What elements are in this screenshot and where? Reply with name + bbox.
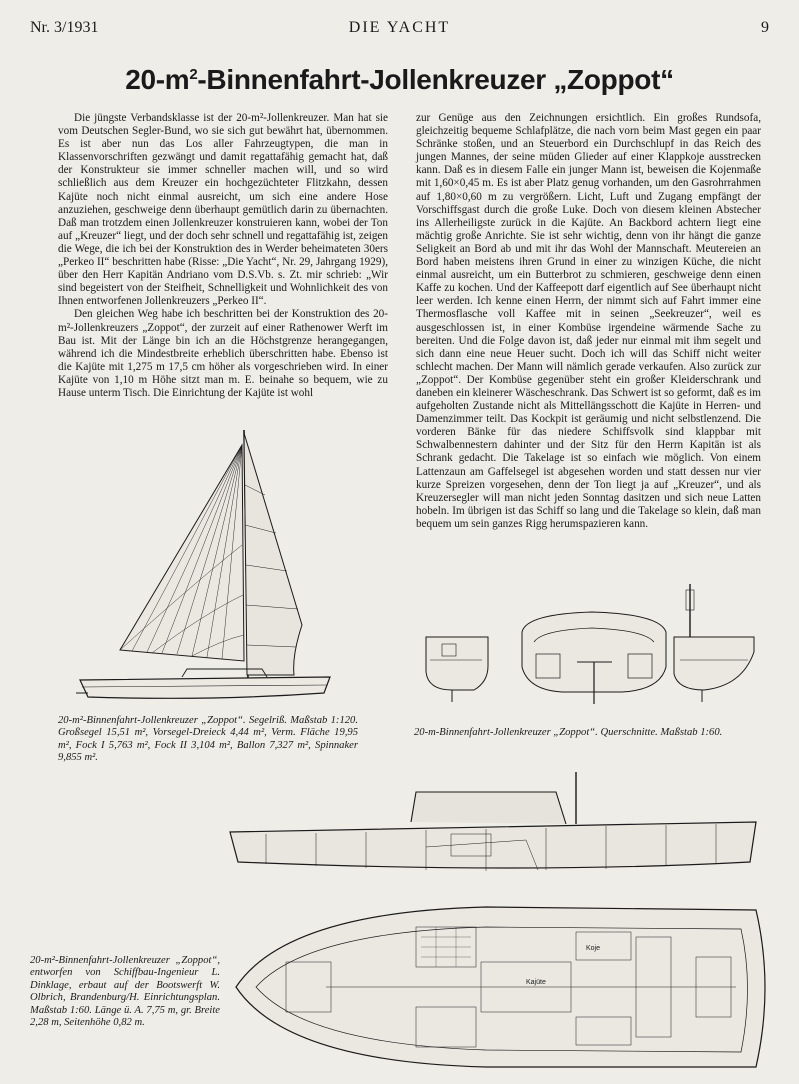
- interior-plan-caption: 20-m²-Binnenfahrt-Jollenkreuzer „Zoppot“, entworfen von Schiffbau-Ingenieur L. Dinklage, erbaut auf der Bootswerft W. Olbrich, Brandenburg/H. Einrichtungsplan. Maßstab 1:60. Länge ü. A. 7,75 m, gr. Breite 2,28 m, Seitenhöhe 0,82 m.: [30, 955, 220, 1029]
- right-column: [416, 112, 761, 531]
- plan-label-koje: Koje: [586, 945, 601, 952]
- running-header: [30, 19, 769, 39]
- cross-sections-drawing: [422, 582, 762, 712]
- magazine-name: DIE YACHT: [348, 19, 451, 36]
- paragraph: zur Genüge aus den Zeichnungen ersichtlich. Ein großes Rundsofa, gleichzeitig bequeme Schlafplätze, die nach vorn beim Mast gegen ein paar Schränke stoßen, und an Steuerbord ein Durchschlupf in das Reich des jungen Mannes, der seine müden Glieder auf einer Klappkoje ausstrecken kann. Daß es in diesem Falle ein junger Mann ist, beweisen die Kojenmaße mit 1,60×0,45 m. Es ist aber Platz genug vorhanden, um den Gasrohrrahmen auf 1,80×0,60 m zu vergrößern. Licht, Luft und Zugang empfängt der Vorschiffsgast durch die große Luke. Doch von diesem kleinen Abstecher ins Allerheiligste zurück in die Kajüte. An Backbord achtern liegt eine mächtig große Anrichte. Sie ist sehr wichtig, denn von ihr hängt die ganze Seligkeit an Bord ab und mit ihr das Wohl der Mannschaft. Meutereien an Bord haben meistens ihren Grund in einer zu winzigen Küche, die nicht einmal ausreicht, um ein Butterbrot zu schmieren, geschweige denn einen Kaffe zu kochen. Und der Kaffeepott darf eigentlich auf See überhaupt nicht leer werden. Ich kenne einen Herrn, der nimmt sich auf Fahrt immer eine Thermosflasche voll Kaffee mit in seinen „Seekreuzer“, weil es ausgeschlossen ist, in einer Kombüse irgendeine wärmende Sache zu bereiten. Und die Folge davon ist, daß jeder nur einmal mit ihm segelt und sich dann eine neue Heuer sucht. Doch ich will das Schiff nicht weiter schlecht machen. Der Mann will nämlich gerade verkaufen. Also zurück zur „Zoppot“. Der Kombüse gegenüber steht ein großer Kleiderschrank und daneben ein kleinerer Wäscheschrank. Das Schwert ist so geformt, daß es im aufgeholten Zustande nicht als Mittellängsschott die Kajüte in Herren- und Damenzimmer teilt. Das Kockpit ist geräumig und nicht selbstlenzend. Die vorderen Bänke für das niedere Schiffsvolk sind klappbar mit Schwalbennestern dahinter und der Sitz für den Herrn Kapitän ist als Schrank gedacht. Die Takelage ist so einfach wie möglich. Von einem Lattenzaun am Gaffelsegel ist abgesehen worden und statt dessen nur vier kurze Spreizen vorgesehen, denn der Ton liegt ja auf „Kreuzer“, und als Kreuzersegler will man nicht jeden Sonntag dasitzen und sich neue Latten hobeln. Im übrigen ist das Schiff so lang und die Takelage so klein, daß man bequem um sein ganzes Rigg herumspazieren kann.: [416, 112, 761, 530]
- title-superscript: 2: [189, 66, 198, 83]
- interior-plan-drawing: [226, 762, 786, 1080]
- article-title: [0, 64, 799, 96]
- paragraph: Die jüngste Verbandsklasse ist der 20-m²-Jollenkreuzer. Man hat sie vom Deutschen Segler-Bund, wo sie sich gut bewährt hat, übernommen. Es ist aber nun das Los aller Fahrzeugtypen, die man in Klassenvorschriften gezwängt und damit regattafähig gemacht hat, daß der Konstrukteur sie immer schneller machen will, und so wird schließlich aus dem Kreuzer ein hochgezüchteter Flitzkahn, dessen Kajüte noch nicht einmal ausreicht, um sich eine andere Hose anzuziehen, geschweige denn überhaupt gemütlich darin zu übernachten. Daß man trotzdem einen Jollenkreuzer konstruieren kann, wobei der Ton auf „Kreuzer“ liegt, und der doch sehr schnell und regattafähig ist, zeigen die Wege, die ich bei der Konstruktion des in Werder beheimateten 30ers „Perkeo II“ beschritten habe (Risse: „Die Yacht“, Nr. 29, Jahrgang 1929), über den Herr Kapitän Andriano vom D.S.Vb. s. Zt. mir schrieb: „Wir sind begeistert von der Steifheit, Schnelligkeit und Wohnlichkeit des von Ihnen entworfenen Jollenkreuzers „Perkeo II“.: [58, 112, 388, 308]
- cross-sections-caption: 20-m-Binnenfahrt-Jollenkreuzer „Zoppot“. Querschnitte. Maßstab 1:60.: [414, 727, 723, 738]
- sail-plan-caption: 20-m²-Binnenfahrt-Jollenkreuzer „Zoppot“. Segelriß. Maßstab 1:120. Großsegel 15,51 m², Vorsegel-Dreieck 4,44 m², Verm. Fläche 19,95 m², Fock I 5,763 m², Fock II 3,104 m², Ballon 7,327 m², Spinnaker 9,855 m².: [58, 715, 358, 764]
- title-part: 20-m: [125, 64, 190, 95]
- sail-plan-drawing: [62, 425, 362, 715]
- paragraph: Den gleichen Weg habe ich beschritten bei der Konstruktion des 20-m²-Jollenkreuzers „Zoppot“, der zurzeit auf einer Rathenower Werft im Bau ist. Mit der Länge bin ich an die Höchstgrenze herangegangen, während ich die Mindestbreite erheblich überschritten habe. Ebenso ist die Kajüte mit 1,275 m 17,5 cm höher als vorgeschrieben wird. In einer Kajüte von 1,10 m Höhe sitzt man m. E. beinahe so bequem, wie zu Hause unterm Tisch. Die Einrichtung der Kajüte ist wohl: [58, 308, 388, 399]
- page-number: 9: [761, 19, 769, 36]
- issue-number: Nr. 3/1931: [30, 19, 99, 36]
- plan-label-kajute: Kajüte: [526, 979, 546, 986]
- title-part: -Binnenfahrt-Jollenkreuzer „Zoppot“: [197, 64, 674, 95]
- left-column: [58, 112, 388, 400]
